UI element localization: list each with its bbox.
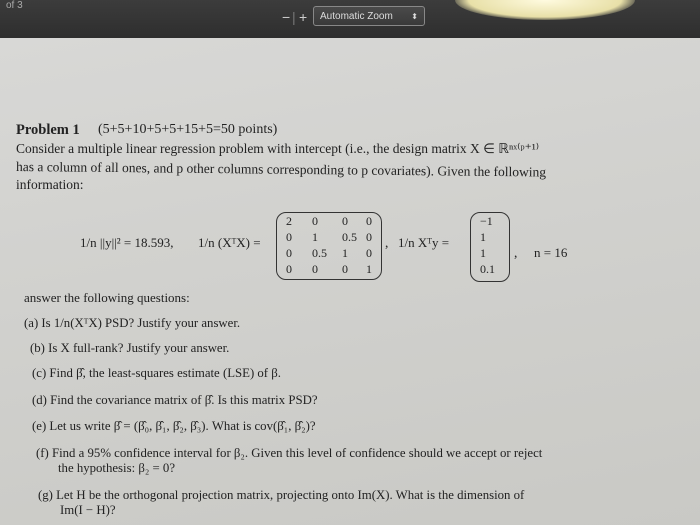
vector-cell: 0.1	[480, 262, 495, 276]
problem-text-line: has a column of all ones, and p other columns corresponding to p covariates). Given the following	[15, 159, 547, 180]
matrix-cell: 0	[342, 262, 348, 276]
question-item: (g) Let H be the orthogonal projection matrix, projecting onto Im(X). What is the dimension of	[38, 488, 525, 502]
problem-text-line: Consider a multiple linear regression problem with intercept (i.e., the design matrix X ∈ ℝⁿˣ⁽ᵖ⁺¹⁾	[16, 141, 540, 156]
question-item: Im(I − H)?	[60, 503, 116, 517]
matrix-cell: 0	[312, 214, 318, 228]
vector-cell: −1	[480, 214, 493, 228]
norm-expression: 1/n ||y||² = 18.593,	[80, 235, 174, 250]
zoom-select[interactable]	[313, 6, 425, 26]
question-item: (a) Is 1/n(XᵀX) PSD? Justify your answer.	[24, 316, 241, 330]
matrix-cell: 0	[286, 230, 292, 244]
xty-label: 1/n Xᵀy =	[398, 235, 450, 250]
n-value: n = 16	[534, 245, 568, 260]
zoom-in-button[interactable]: +	[299, 9, 308, 25]
question-item: (d) Find the covariance matrix of β̂. Is this matrix PSD?	[32, 393, 318, 407]
light-glare	[455, 0, 635, 20]
matrix-cell: 1	[366, 262, 372, 276]
matrix-cell: 0	[366, 214, 372, 228]
matrix-cell: 0	[286, 262, 292, 276]
matrix-cell: 1	[312, 230, 318, 244]
question-item: (e) Let us write β̂ = (β̂₀, β̂₁, β̂₂, β̂₃). What is cov(β̂₁, β̂₂)?	[32, 419, 316, 433]
comma: ,	[514, 245, 518, 260]
question-item: (f) Find a 95% confidence interval for β₂. Given this level of confidence should we accept or reject	[36, 446, 543, 460]
question-item: the hypothesis: β₂ = 0?	[58, 461, 175, 475]
comma: ,	[385, 235, 389, 250]
page-count: of 3	[6, 0, 23, 11]
problem-heading: Problem 1	[16, 122, 80, 138]
matrix-cell: 0	[366, 230, 372, 244]
chevron-updown-icon: ⬍	[411, 12, 418, 21]
matrix-cell: 0	[366, 246, 372, 260]
matrix-cell: 0.5	[342, 230, 357, 244]
problem-text-line: information:	[16, 177, 84, 192]
vector-cell: 1	[480, 246, 486, 260]
question-item: (c) Find β̂, the least-squares estimate (LSE) of β.	[32, 366, 281, 380]
questions-intro: answer the following questions:	[24, 290, 190, 305]
question-item: (b) Is X full-rank? Justify your answer.	[30, 341, 230, 355]
matrix-cell: 1	[342, 246, 348, 260]
matrix-cell: 0	[312, 262, 318, 276]
toolbar-divider: |	[292, 9, 296, 25]
zoom-out-button[interactable]: −	[282, 9, 291, 25]
viewer-toolbar	[0, 0, 700, 38]
xtx-label: 1/n (XᵀX) =	[198, 235, 261, 250]
problem-points: (5+5+10+5+5+15+5=50 points)	[98, 122, 278, 137]
zoom-select-value: Automatic Zoom	[320, 11, 393, 22]
matrix-cell: 2	[286, 214, 292, 228]
matrix-cell: 0	[342, 214, 348, 228]
matrix-cell: 0.5	[312, 246, 327, 260]
vector-cell: 1	[480, 230, 486, 244]
matrix-cell: 0	[286, 246, 292, 260]
